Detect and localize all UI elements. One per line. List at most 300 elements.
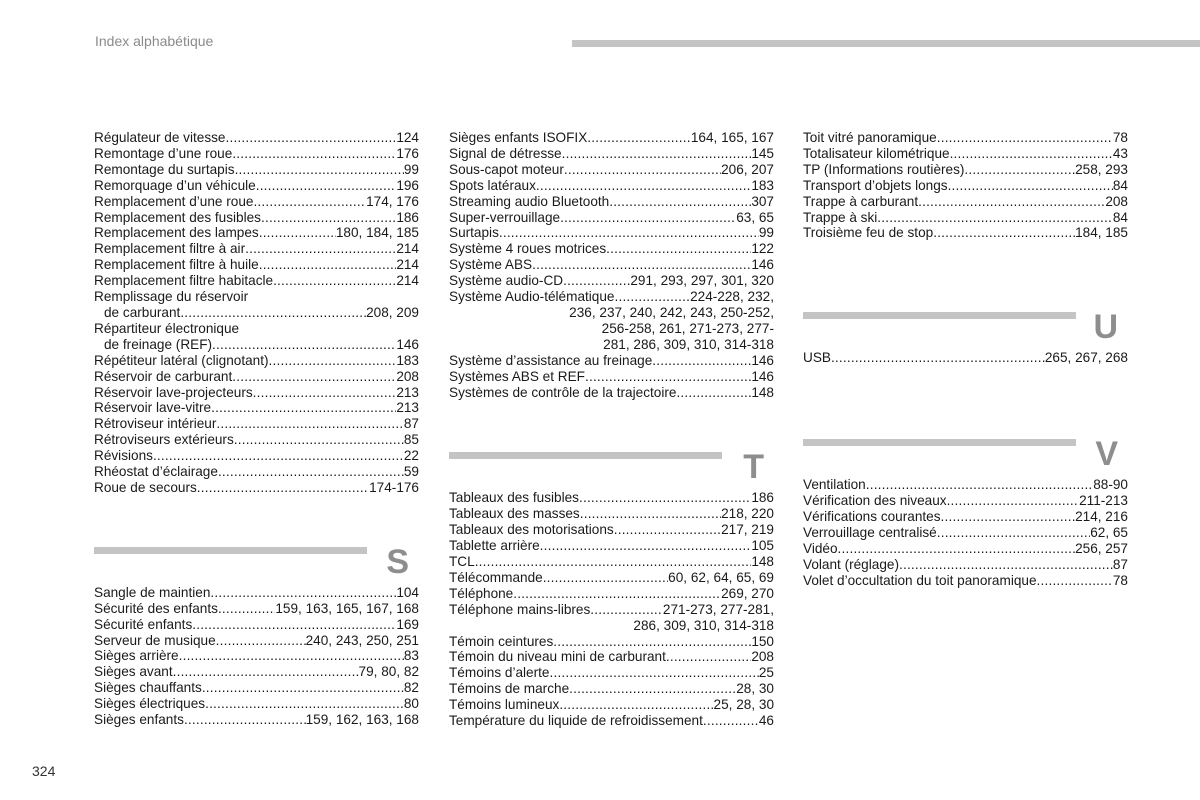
entry-term: Sièges électriques (94, 696, 206, 712)
entry-term: Vérification des niveaux (803, 493, 947, 509)
dot-leader (937, 525, 1090, 541)
entry-pages: 43 (1112, 145, 1128, 161)
entry-term: Régulateur de vitesse (94, 130, 226, 145)
index-entry (803, 493, 1128, 509)
entry-term: Répétiteur latéral (clignotant) (94, 352, 269, 368)
index-entry (94, 601, 419, 617)
index-entry (803, 210, 1128, 226)
dot-leader (703, 713, 759, 729)
index-entry-line (94, 480, 419, 496)
entry-pages: 208 (751, 649, 774, 665)
entry-term: Remontage d’une roue (94, 145, 233, 161)
entry-term: Système ABS (449, 257, 533, 273)
dot-leader (192, 617, 396, 633)
index-entry-line (803, 493, 1128, 509)
dot-leader (947, 493, 1080, 509)
dot-leader (499, 225, 759, 241)
section-heading (449, 448, 774, 490)
entry-term: Tablette arrière (449, 538, 540, 554)
entry-pages: 224-228, 232, (690, 289, 774, 305)
index-entry-line (94, 664, 419, 680)
index-entry (803, 194, 1128, 210)
index-entry-line (94, 178, 419, 194)
index-entry-line (449, 538, 774, 554)
entry-pages: 256-258, 261, 271-273, 277- (601, 320, 774, 336)
entry-term: TP (Informations routières) (803, 161, 965, 177)
index-entry (94, 633, 419, 649)
index-entry-line (449, 385, 774, 401)
dot-leader (948, 178, 1113, 194)
entry-pages: 184, 185 (1075, 225, 1128, 241)
index-entry-line (449, 321, 774, 337)
entry-pages: 256, 257 (1075, 540, 1128, 556)
entry-pages: 80 (403, 696, 419, 712)
index-entry-line (449, 241, 774, 257)
entry-pages: 214 (396, 241, 419, 257)
index-entry (449, 681, 774, 697)
section-divider-bar (803, 439, 1076, 446)
entry-term: Téléphone (449, 585, 514, 601)
dot-leader (259, 257, 397, 273)
entry-pages: 218, 220 (721, 506, 774, 522)
index-entry-line (94, 464, 419, 480)
dot-leader (216, 416, 403, 432)
entry-pages: 214, 216 (1075, 509, 1128, 525)
index-entry-line (94, 448, 419, 464)
entry-term: Sangle de maintien (94, 584, 211, 600)
entry-pages: 183 (751, 177, 774, 193)
entry-pages: 63, 65 (736, 209, 774, 225)
dot-leader (475, 554, 752, 570)
entry-pages: 83 (403, 648, 419, 664)
entry-term: Remplacement filtre à huile (94, 257, 259, 273)
dot-leader (579, 490, 751, 506)
entry-pages: 211-213 (1079, 493, 1128, 509)
index-entry (449, 522, 774, 538)
entry-term: Verrouillage centralisé (803, 524, 937, 540)
index-entry-line (803, 557, 1128, 573)
page-header-title: Index alphabétique (95, 33, 214, 49)
index-entry-line (94, 585, 419, 601)
entry-pages: 208 (1105, 193, 1128, 209)
dot-leader (184, 712, 306, 728)
index-entry-line (449, 146, 774, 162)
index-entry-line (803, 350, 1128, 366)
dot-leader (1037, 573, 1113, 589)
index-entry (449, 369, 774, 385)
index-entry-line (94, 146, 419, 162)
entry-pages: 186 (751, 490, 774, 506)
index-entry (449, 586, 774, 602)
entry-pages: 79, 80, 82 (358, 664, 419, 680)
entry-term: Roue de secours (94, 479, 197, 495)
index-entry (94, 162, 419, 178)
index-entry (94, 480, 419, 496)
dot-leader (532, 257, 751, 273)
entry-pages: 84 (1112, 177, 1128, 193)
entry-pages: 159, 162, 163, 168 (305, 712, 419, 728)
dot-leader (245, 241, 396, 257)
index-entry (94, 680, 419, 696)
entry-pages: 176 (396, 145, 419, 161)
entry-term: Tableaux des masses (449, 506, 580, 522)
dot-leader (964, 162, 1075, 178)
index-entry-line (94, 617, 419, 633)
index-entry-line (449, 634, 774, 650)
entry-term: Sièges enfants (94, 712, 184, 728)
index-entry-line (94, 337, 419, 353)
dot-leader (153, 448, 404, 464)
index-entry (449, 713, 774, 729)
entry-pages: 236, 237, 240, 242, 243, 250-252, (569, 304, 774, 320)
index-entry (803, 130, 1128, 146)
index-section-v (803, 435, 1128, 588)
index-entry (94, 130, 419, 146)
entry-pages: 217, 219 (721, 522, 774, 538)
entry-term: Serveur de musique (94, 632, 216, 648)
index-entry-line (94, 289, 419, 305)
entry-pages: 213 (396, 384, 419, 400)
entry-pages: 78 (1112, 572, 1128, 588)
index-entry (449, 289, 774, 353)
entry-term: Streaming audio Bluetooth (449, 193, 610, 209)
entry-pages: 291, 293, 297, 301, 320 (630, 273, 774, 289)
entry-term: Signal de détresse (449, 145, 562, 161)
entry-term: Trappe à carburant (803, 193, 919, 209)
index-entry (803, 162, 1128, 178)
dot-leader (543, 570, 668, 586)
entry-pages: 105 (751, 538, 774, 554)
dot-leader (553, 634, 751, 650)
index-entry (94, 257, 419, 273)
index-entry-line (449, 210, 774, 226)
entry-pages: 60, 62, 64, 65, 69 (668, 569, 774, 585)
dot-leader (256, 178, 397, 194)
dot-leader (179, 648, 404, 664)
entry-pages: 286, 309, 310, 314-318 (633, 617, 774, 633)
dot-leader (609, 194, 751, 210)
index-entry-line (94, 601, 419, 617)
index-entry (94, 194, 419, 210)
entry-term: Remplissage du réservoir (94, 289, 249, 305)
dot-leader (205, 696, 404, 712)
entry-term: Répartiteur électronique (94, 320, 240, 336)
index-entry (449, 225, 774, 241)
index-entry-line (94, 385, 419, 401)
index-entry (803, 557, 1128, 573)
index-entry-line (449, 618, 774, 634)
entry-pages: 82 (403, 680, 419, 696)
dot-leader (210, 585, 396, 601)
dot-leader (234, 432, 404, 448)
index-entry-line (449, 369, 774, 385)
index-entry (449, 273, 774, 289)
index-entry (94, 432, 419, 448)
entry-pages: 281, 286, 309, 310, 314-318 (603, 336, 774, 352)
dot-leader (580, 506, 721, 522)
entry-term: Remontage du surtapis (94, 161, 235, 177)
index-entry (94, 617, 419, 633)
entry-term: Tableaux des fusibles (449, 490, 579, 506)
entry-term: Remplacement filtre à air (94, 241, 246, 257)
entry-pages: 146 (751, 352, 774, 368)
index-entry (803, 477, 1128, 493)
section-divider-bar (803, 312, 1076, 319)
index-entry-line (449, 273, 774, 289)
entry-pages: 148 (751, 384, 774, 400)
entry-pages: 104 (396, 584, 419, 600)
dot-leader (536, 178, 751, 194)
dot-leader (866, 477, 1093, 493)
entry-pages: 214 (396, 273, 419, 289)
entry-pages: 159, 163, 165, 167, 168 (275, 600, 419, 616)
entry-term: Trappe à ski (803, 209, 878, 225)
entry-pages: 150 (751, 633, 774, 649)
entry-pages: 122 (751, 241, 774, 257)
entry-term: Rhéostat d’éclairage (94, 464, 218, 480)
index-entry-line (94, 130, 419, 146)
index-entry-line (94, 400, 419, 416)
dot-leader (562, 146, 752, 162)
index-entry (803, 509, 1128, 525)
dot-leader (173, 664, 359, 680)
entry-pages: 46 (758, 713, 774, 729)
entry-pages: 258, 293 (1075, 161, 1128, 177)
index-entry-line (94, 321, 419, 337)
dot-leader (513, 586, 721, 602)
entry-term: Télécommande (449, 569, 543, 585)
dot-leader (269, 353, 397, 369)
dot-leader (559, 697, 713, 713)
index-entry (449, 178, 774, 194)
dot-leader (950, 146, 1113, 162)
index-entry-line (94, 194, 419, 210)
entry-pages: 145 (751, 145, 774, 161)
page-number: 324 (32, 763, 56, 779)
entry-pages: 146 (751, 368, 774, 384)
dot-leader (232, 369, 396, 385)
entry-pages: 87 (403, 416, 419, 432)
index-entry (449, 538, 774, 554)
dot-leader (273, 273, 396, 289)
dot-leader (563, 273, 630, 289)
entry-pages: 99 (758, 225, 774, 241)
entry-pages: 164, 165, 167 (690, 130, 774, 145)
dot-leader (235, 162, 404, 178)
dot-leader (232, 146, 396, 162)
entry-term: Révisions (94, 448, 153, 464)
entry-pages: 271-273, 277-281, (662, 601, 774, 617)
index-entry-line (94, 369, 419, 385)
index-entry (94, 648, 419, 664)
index-entry-line (449, 178, 774, 194)
entry-term: Vidéo (803, 540, 838, 556)
index-entry-line (803, 178, 1128, 194)
section-divider-bar (449, 452, 722, 459)
index-section-continued (803, 130, 1128, 241)
entry-pages: 22 (403, 448, 419, 464)
index-section-u (803, 308, 1128, 366)
index-entry-line (449, 506, 774, 522)
entry-term: Spots latéraux (449, 177, 536, 193)
index-entry (94, 464, 419, 480)
entry-term: Remplacement des lampes (94, 225, 259, 241)
entry-pages: 85 (403, 432, 419, 448)
index-entry (449, 649, 774, 665)
entry-term: Troisième feu de stop (803, 225, 934, 241)
entry-term: Ventilation (803, 477, 866, 493)
index-entry (449, 146, 774, 162)
entry-term: Rétroviseur intérieur (94, 416, 217, 432)
index-section-s (94, 542, 419, 728)
entry-pages: 208, 209 (366, 304, 419, 320)
entry-pages: 196 (396, 177, 419, 193)
index-entry-line (449, 602, 774, 618)
entry-pages: 186 (396, 209, 419, 225)
dot-leader (564, 162, 721, 178)
index-entry-line (449, 681, 774, 697)
entry-term: Tableaux des motorisations (449, 522, 614, 538)
dot-leader (550, 665, 759, 681)
entry-term: Témoins d’alerte (449, 665, 550, 681)
index-entry-line (94, 353, 419, 369)
index-entry-line (449, 697, 774, 713)
index-entry (803, 225, 1128, 241)
dot-leader (838, 541, 1076, 557)
entry-term: Toit vitré panoramique (803, 130, 937, 145)
entry-pages: 307 (751, 193, 774, 209)
index-entry-line (449, 225, 774, 241)
entry-pages: 62, 65 (1090, 524, 1128, 540)
index-entry (94, 696, 419, 712)
entry-term: de freinage (REF) (104, 336, 213, 352)
index-entry-line (94, 257, 419, 273)
entry-term: Remplacement d’une roue (94, 193, 254, 209)
entry-term: Systèmes de contrôle de la trajectoire (449, 384, 677, 400)
dot-leader (666, 649, 751, 665)
entry-pages: 269, 270 (721, 585, 774, 601)
index-entry-line (449, 289, 774, 305)
index-entry (449, 241, 774, 257)
index-entry-line (94, 241, 419, 257)
index-column-2 (449, 130, 774, 729)
entry-pages: 25 (758, 665, 774, 681)
entry-term: Réservoir lave-vitre (94, 400, 212, 416)
entry-term: Rétroviseurs extérieurs (94, 432, 234, 448)
section-divider-bar (94, 547, 367, 554)
entry-pages: 183 (396, 352, 419, 368)
index-entry (449, 257, 774, 273)
index-entry (94, 448, 419, 464)
index-column-3 (803, 130, 1128, 589)
index-entry (94, 353, 419, 369)
dot-leader (218, 464, 404, 480)
entry-pages: 148 (751, 554, 774, 570)
entry-term: Téléphone mains-libres (449, 601, 591, 617)
index-entry-line (94, 416, 419, 432)
index-section-t (449, 448, 774, 729)
entry-term: USB (803, 350, 831, 366)
entry-pages: 265, 267, 268 (1044, 350, 1128, 366)
entry-term: Super-verrouillage (449, 209, 561, 225)
entry-pages: 99 (403, 161, 419, 177)
entry-term: Remplacement des fusibles (94, 209, 261, 225)
index-entry-line (803, 194, 1128, 210)
entry-term: Système audio-CD (449, 273, 564, 289)
index-entry-line (803, 525, 1128, 541)
index-entry-line (94, 273, 419, 289)
index-entry-line (94, 210, 419, 226)
index-entry (94, 146, 419, 162)
dot-leader (218, 601, 275, 617)
index-entry-line (449, 305, 774, 321)
dot-leader (261, 210, 396, 226)
entry-pages: 174, 176 (366, 193, 419, 209)
index-entry (803, 146, 1128, 162)
entry-pages: 88-90 (1093, 477, 1128, 493)
index-entry (94, 321, 419, 353)
index-entry-line (803, 541, 1128, 557)
entry-term: Sièges avant (94, 664, 173, 680)
entry-term: de carburant (104, 304, 181, 320)
index-entry-line (803, 210, 1128, 226)
dot-leader (676, 385, 751, 401)
index-section-continued (449, 130, 774, 400)
entry-term: Totalisateur kilométrique (803, 145, 950, 161)
index-entry-line (449, 353, 774, 369)
entry-pages: 180, 184, 185 (335, 225, 419, 241)
index-entry-line (803, 162, 1128, 178)
dot-leader (253, 385, 397, 401)
dot-leader (614, 289, 690, 305)
index-entry (449, 353, 774, 369)
entry-term: Température du liquide de refroidissement (449, 713, 703, 729)
entry-term: Témoin du niveau mini de carburant (449, 649, 666, 665)
index-entry-line (803, 509, 1128, 525)
index-entry (94, 400, 419, 416)
index-entry (449, 210, 774, 226)
dot-leader (606, 241, 751, 257)
index-entry (449, 554, 774, 570)
index-entry (94, 178, 419, 194)
index-entry (449, 194, 774, 210)
dot-leader (569, 681, 736, 697)
section-letter: U (1093, 308, 1118, 347)
entry-term: Sièges enfants ISOFIX (449, 130, 588, 145)
index-entry-line (803, 573, 1128, 589)
entry-term: Système Audio-télématique (449, 289, 615, 305)
index-entry (94, 585, 419, 601)
entry-term: TCL (449, 554, 475, 570)
entry-term: Remplacement filtre habitacle (94, 273, 274, 289)
index-entry-line (449, 522, 774, 538)
index-entry (449, 602, 774, 634)
index-entry (94, 385, 419, 401)
header-divider-bar (572, 40, 1200, 47)
index-entry-line (803, 146, 1128, 162)
index-entry-line (94, 432, 419, 448)
index-entry (94, 369, 419, 385)
dot-leader (933, 225, 1075, 241)
index-entry-line (449, 554, 774, 570)
dot-leader (585, 369, 751, 385)
index-entry (94, 273, 419, 289)
dot-leader (831, 350, 1045, 366)
index-entry (449, 570, 774, 586)
dot-leader (614, 522, 721, 538)
entry-term: Système 4 roues motrices (449, 241, 607, 257)
index-entry-line (449, 257, 774, 273)
